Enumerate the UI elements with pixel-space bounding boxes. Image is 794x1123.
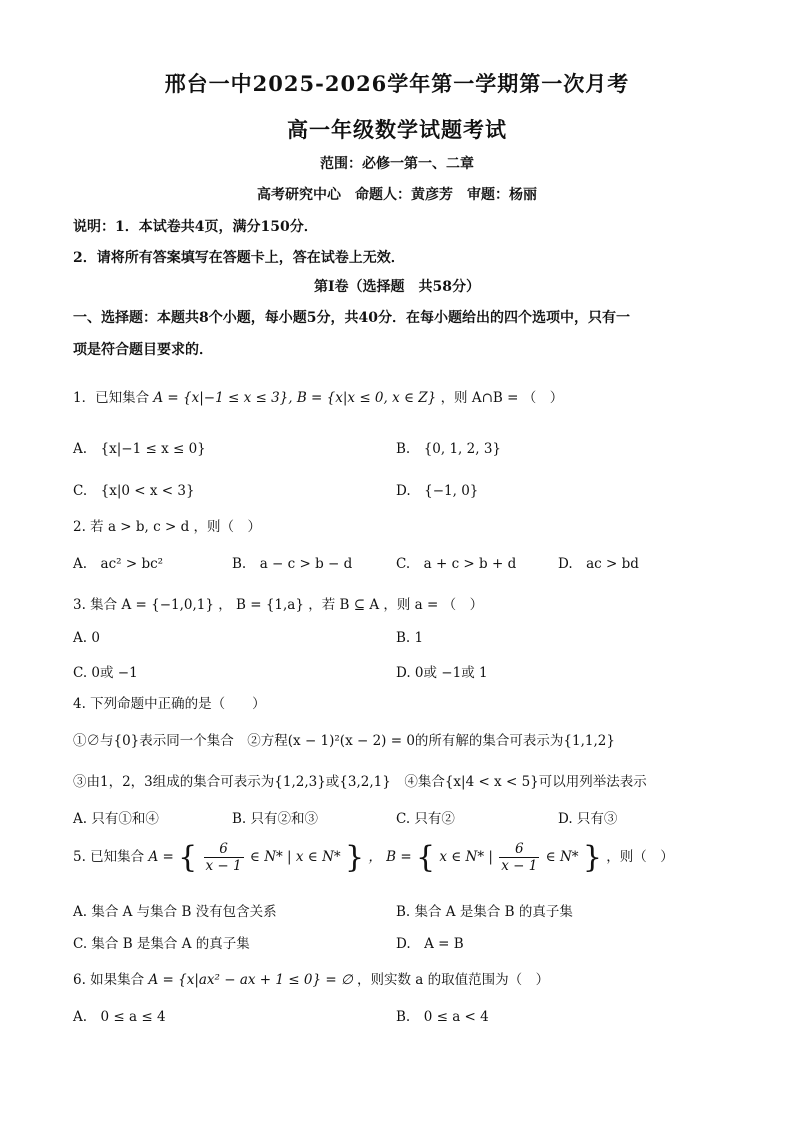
q5-set-b-end: ∈ N* [545,849,579,865]
q4-statement-line1: ①∅与{0}表示同一个集合 ②方程(x − 1)²(x − 2) = 0的所有解的集合可表示为{1,1,2} [73,733,615,749]
q2-option-d: D. ac > bd [558,556,639,572]
q1-option-c: C. {x|0 < x < 3} [73,483,195,499]
q6-stem-suffix: ，则实数 a 的取值范围为（ ） [357,972,550,988]
q5-brace-close-b-icon: } [582,840,602,875]
q3-option-a: A. 0 [73,630,100,646]
exam-subtitle: 高一年级数学试题考试 [287,117,507,142]
q1-stem-suffix: ，则 A∩B = （ ） [440,390,564,406]
exam-authors: 高考研究中心 命题人：黄彦芳 审题：杨丽 [257,187,537,203]
q5-option-d: D. A = B [396,936,464,952]
q4-statement-line2: ③由1，2，3组成的集合可表示为{1,2,3}或{3,2,1} ④集合{x|4 < x < 5}可以用列举法表示 [73,774,647,790]
q5-stem [73,840,674,875]
q6-stem-math: A = {x|ax² − ax + 1 ≤ 0} = ∅ [148,972,353,988]
q3-option-d: D. 0或 −1或 1 [396,665,488,681]
q1-option-b: B. {0, 1, 2, 3} [396,441,501,457]
q6-stem [73,968,549,988]
q5-brace-open-b-icon: { [415,840,436,875]
q5-brace-open-icon: { [178,840,198,875]
q4-option-a: A. 只有①和④ [73,811,159,827]
q5-fraction-a [204,841,244,874]
q5-fraction-a-denominator: x − 1 [205,858,242,874]
q1-stem-math: A = {x|−1 ≤ x ≤ 3}, B = {x|x ≤ 0, x ∈ Z} [153,390,437,406]
q5-fraction-b-denominator: x − 1 [501,858,538,874]
exam-scope: 范围：必修一第一、二章 [320,156,474,172]
section-title: 第Ⅰ卷（选择题 共58分） [313,279,481,295]
q1-option-d: D. {−1, 0} [396,483,479,499]
q5-set-b-mid: x ∈ N* | [439,849,493,865]
q4-option-d: D. 只有③ [558,811,618,827]
q6-stem-prefix: 6. 如果集合 [73,972,145,988]
q6-option-b: B. 0 ≤ a < 4 [396,1009,489,1025]
q3-stem: 3. 集合 A = {−1,0,1} ， B = {1,a} ，若 B ⊆ A ，则 a = （ ） [73,597,484,613]
q5-brace-close-icon: } [344,840,365,875]
note-1: 说明：1．本试卷共4页，满分150分． [73,219,318,235]
section-intro-line1: 一、选择题：本题共8个小题，每小题5分，共40分．在每小题给出的四个选项中，只有一 [73,310,630,326]
q1-option-a: A. {x|−1 ≤ x ≤ 0} [73,441,206,457]
q4-option-c: C. 只有② [396,811,455,827]
q5-option-c: C. 集合 B 是集合 A 的真子集 [73,936,250,952]
q5-set-a-rest: ∈ N* | x ∈ N* [249,849,341,865]
q2-option-a: A. ac² > bc² [73,556,164,572]
q5-fraction-b [499,841,539,874]
q5-set-a-lhs: A = [148,849,174,865]
q5-stem-suffix: ，则（ ） [606,849,674,865]
q3-option-c: C. 0或 −1 [73,665,138,681]
q4-option-b: B. 只有②和③ [232,811,319,827]
q6-option-a: A. 0 ≤ a ≤ 4 [73,1009,166,1025]
q5-option-b: B. 集合 A 是集合 B 的真子集 [396,904,573,920]
q4-stem: 4. 下列命题中正确的是（ ） [73,696,266,712]
exam-title: 邢台一中2025-2026学年第一学期第一次月考 [164,71,630,96]
q2-stem: 2. 若 a > b, c > d ，则（ ） [73,519,262,535]
q2-option-b: B. a − c > b − d [232,556,353,572]
q5-stem-prefix: 5. 已知集合 [73,849,145,865]
note-2: 2．请将所有答案填写在答题卡上，答在试卷上无效． [73,250,405,266]
q5-option-a: A. 集合 A 与集合 B 没有包含关系 [73,904,277,920]
q5-set-b-lhs: ， B = [368,849,412,865]
q1-stem [73,386,563,406]
q5-fraction-a-numerator: 6 [204,841,244,858]
q5-fraction-b-numerator: 6 [499,841,539,858]
section-intro-line2: 项是符合题目要求的． [73,342,213,358]
q2-option-c: C. a + c > b + d [396,556,517,572]
q1-stem-prefix: 1．已知集合 [73,390,150,406]
q3-option-b: B. 1 [396,630,424,646]
